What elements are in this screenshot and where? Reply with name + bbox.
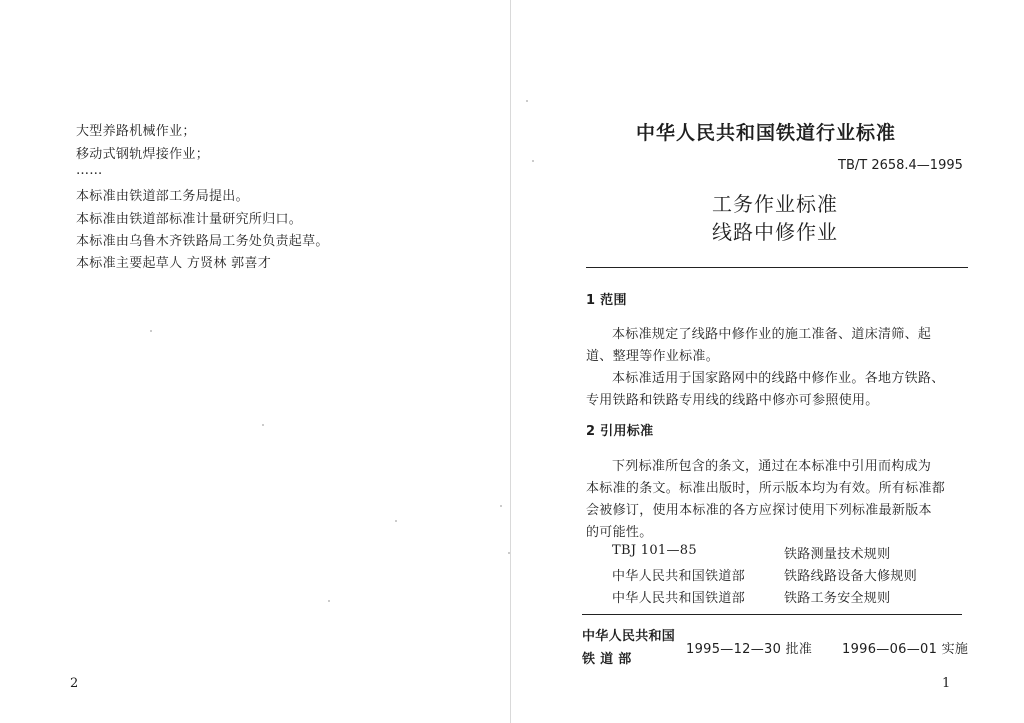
doc-title-line1: 工务作业标准 bbox=[712, 192, 838, 216]
implementation-date: 1996—06—01 实施 bbox=[842, 642, 969, 657]
section1-heading: 1 范围 bbox=[586, 293, 627, 308]
header-title: 中华人民共和国铁道行业标准 bbox=[636, 122, 897, 144]
issuer-line2: 铁 道 部 bbox=[582, 652, 632, 667]
section1-p2-line2: 专用铁路和铁路专用线的线路中修亦可参照使用。 bbox=[586, 393, 879, 408]
scan-speck bbox=[508, 552, 510, 554]
section2-line3: 会被修订，使用本标准的各方应探讨使用下列标准最新版本 bbox=[586, 503, 932, 518]
right-page-number: 1 bbox=[942, 676, 951, 691]
left-line-5: 本标准由铁道部标准计量研究所归口。 bbox=[76, 212, 303, 227]
section2-line4: 的可能性。 bbox=[586, 525, 653, 540]
section1-p1-line2: 道、整理等作业标准。 bbox=[586, 349, 720, 364]
left-line-3: …… bbox=[76, 163, 103, 178]
scan-speck bbox=[526, 100, 528, 102]
scan-speck bbox=[500, 505, 502, 507]
scan-speck bbox=[262, 424, 264, 426]
reference-code: 中华人民共和国铁道部 bbox=[612, 569, 746, 584]
section2-line2: 本标准的条文。标准出版时，所示版本均为有效。所有标准都 bbox=[586, 481, 946, 496]
left-line-4: 本标准由铁道部工务局提出。 bbox=[76, 189, 249, 204]
right-page bbox=[512, 0, 1024, 723]
page-spine bbox=[510, 0, 511, 723]
scan-speck bbox=[150, 330, 152, 332]
left-page-number: 2 bbox=[70, 676, 79, 691]
left-page bbox=[0, 0, 508, 723]
reference-title: 铁路测量技术规则 bbox=[784, 547, 891, 562]
approval-date: 1995—12—30 批准 bbox=[686, 642, 813, 657]
reference-title: 铁路工务安全规则 bbox=[784, 591, 891, 606]
title-rule bbox=[586, 267, 968, 268]
section2-line1: 下列标准所包含的条文，通过在本标准中引用而构成为 bbox=[612, 459, 932, 474]
doc-title-line2: 线路中修作业 bbox=[712, 220, 838, 244]
scan-speck bbox=[395, 520, 397, 522]
reference-code: TBJ 101—85 bbox=[612, 543, 697, 558]
left-line-7: 本标准主要起草人 方贤林 郭喜才 bbox=[76, 256, 272, 271]
left-line-2: 移动式钢轨焊接作业； bbox=[76, 147, 210, 162]
section1-p2-line1: 本标准适用于国家路网中的线路中修作业。各地方铁路、 bbox=[612, 371, 945, 386]
left-line-6: 本标准由乌鲁木齐铁路局工务处负责起草。 bbox=[76, 234, 329, 249]
reference-title: 铁路线路设备大修规则 bbox=[784, 569, 918, 584]
scan-speck bbox=[532, 160, 534, 162]
section2-heading: 2 引用标准 bbox=[586, 424, 654, 439]
reference-code: 中华人民共和国铁道部 bbox=[612, 591, 746, 606]
standard-code: TB/T 2658.4—1995 bbox=[838, 158, 963, 173]
section1-p1-line1: 本标准规定了线路中修作业的施工准备、道床清筛、起 bbox=[612, 327, 932, 342]
left-line-1: 大型养路机械作业； bbox=[76, 124, 196, 139]
scan-speck bbox=[328, 600, 330, 602]
footer-rule bbox=[582, 614, 962, 615]
issuer-line1: 中华人民共和国 bbox=[582, 629, 676, 644]
